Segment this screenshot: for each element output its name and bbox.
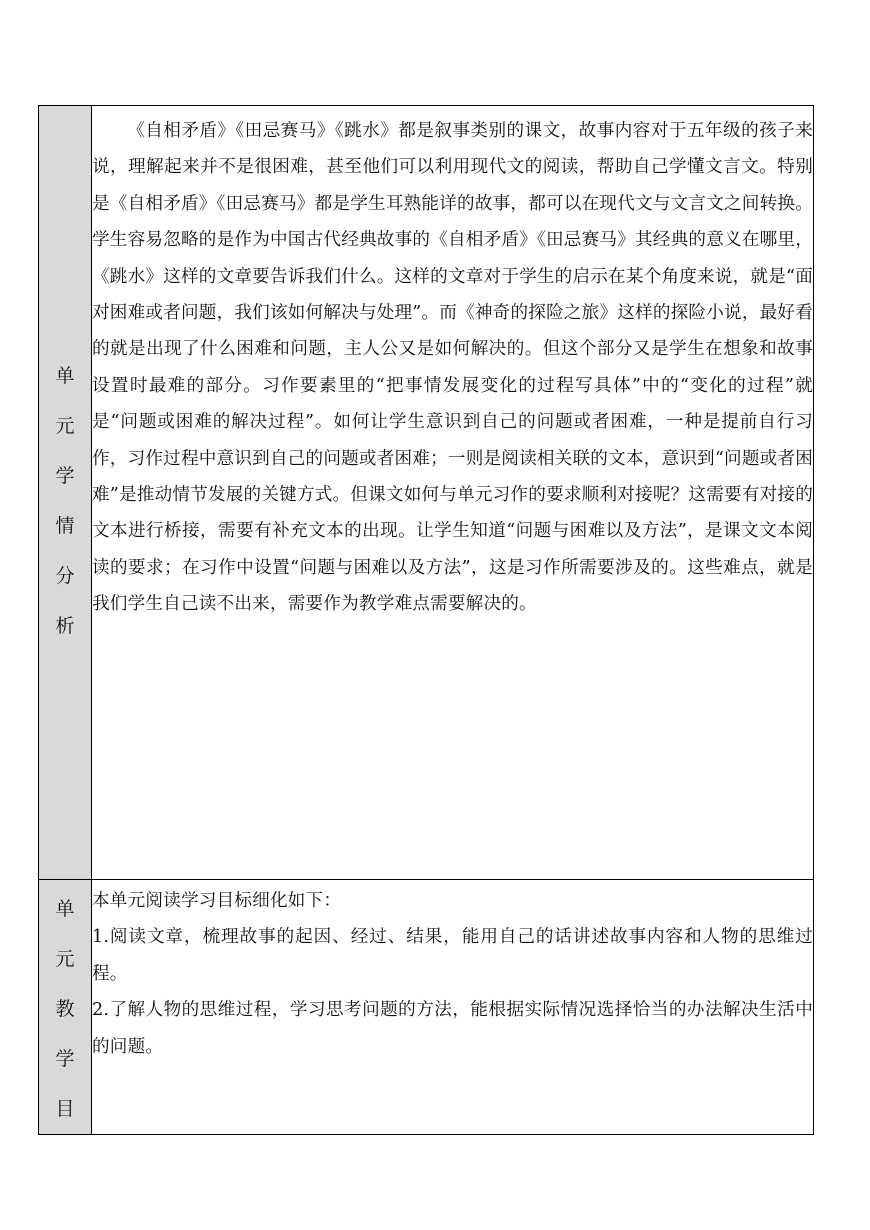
- unit-analysis-content-cell: [92, 106, 814, 880]
- label-char: 元: [55, 415, 75, 437]
- unit-analysis-paragraph: 《自相矛盾》《田忌赛马》《跳水》都是叙事类别的课文，故事内容对于五年级的孩子来说，理解起来并不是很困难，甚至他们可以利用现代文的阅读，帮助自己学懂文言文。特别是《自相矛盾》《田忌赛马》都是学生耳熟能详的故事，都可以在现代文与文言文之间转换。学生容易忽略的是作为中国古代经典故事的《自相矛盾》《田忌赛马》其经典的意义在哪里，《跳水》这样的文章要告诉我们什么。这样的文章对于学生的启示在某个角度来说，就是“面对困难或者问题，我们该如何解决与处理”。而《神奇的探险之旅》这样的探险小说，最好看的就是出现了什么困难和问题，主人公又是如何解决的。但这个部分又是学生在想象和故事设置时最难的部分。习作要素里的“把事情发展变化的过程写具体”中的“变化的过程”就是“问题或困难的解决过程”。如何让学生意识到自己的问题或者困难，一种是提前自行习作，习作过程中意识到自己的问题或者困难；一则是阅读相关联的文本，意识到“问题或者困难”是推动情节发展的关键方式。但课文如何与单元习作的要求顺利对接呢？这需要有对接的文本进行桥接，需要有补充文本的出现。让学生知道“问题与困难以及方法”，是课文文本阅读的要求；在习作中设置“问题与困难以及方法”，这是习作所需要涉及的。这些难点，就是我们学生自己读不出来，需要作为教学难点需要解决的。: [92, 121, 813, 615]
- unit-analysis-label-cell: [39, 106, 92, 880]
- label-char: 析: [55, 615, 75, 637]
- label-char: 单: [55, 365, 75, 387]
- label-char: 教: [55, 998, 75, 1020]
- unit-goals-row: [39, 880, 814, 1135]
- label-char: 目: [55, 1098, 75, 1120]
- label-char: 情: [55, 515, 75, 537]
- unit-goal-item-1: 1.阅读文章，梳理故事的起因、经过、结果，能用自己的话讲述故事内容和人物的思维过程。: [92, 927, 813, 984]
- label-char: 单: [55, 898, 75, 920]
- label-char: 学: [55, 1048, 75, 1070]
- label-char: 分: [55, 565, 75, 587]
- unit-goals-content-cell: [92, 880, 814, 1135]
- unit-analysis-row: [39, 106, 814, 880]
- unit-goal-item-2: 2.了解人物的思维过程，学习思考问题的方法，能根据实际情况选择恰当的办法解决生活中的问题。: [92, 1000, 813, 1057]
- label-char: 元: [55, 948, 75, 970]
- lesson-plan-table: [38, 105, 814, 1135]
- unit-analysis-label: [39, 106, 91, 651]
- unit-goals-label-cell: [39, 880, 92, 1135]
- unit-goals-label: [39, 880, 91, 1134]
- unit-goals-intro: 本单元阅读学习目标细化如下：: [92, 891, 342, 911]
- label-char: 学: [55, 465, 75, 487]
